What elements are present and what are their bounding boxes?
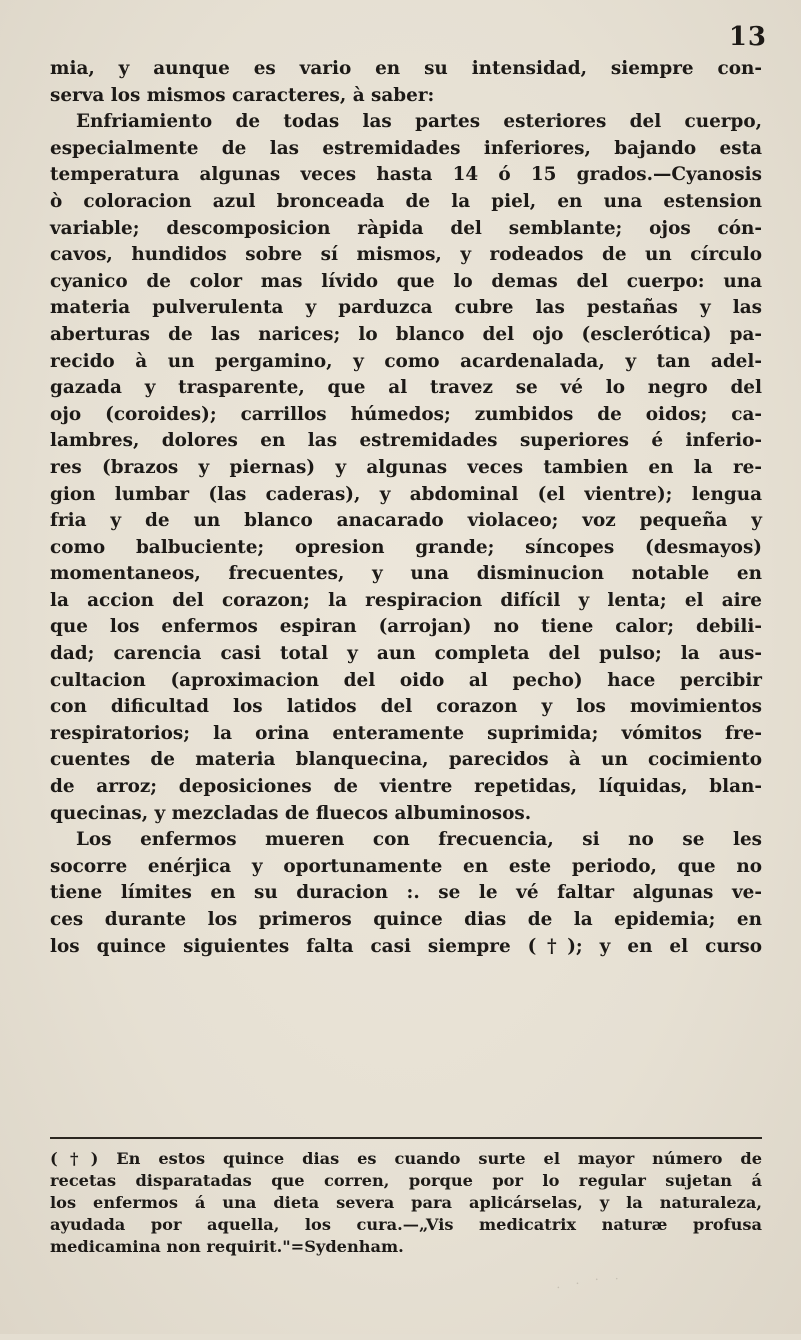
footnote-line: (†) En estos quince dias es cuando surte el mayor número de (50, 1149, 762, 1168)
text-line: materia pulverulenta y parduzca cubre las pestañas y las (50, 297, 762, 319)
text-line: gazada y trasparente, que al travez se vé lo negro del (50, 377, 762, 399)
text-line: gion lumbar (las caderas), y abdominal (el vientre); lengua (50, 483, 762, 505)
text-line: especialmente de las estremidades inferiores, bajando esta (50, 137, 762, 159)
text-line: que los enfermos espiran (arrojan) no tiene calor; debili- (50, 616, 762, 638)
text-line: los quince siguientes falta casi siempre (†); y en el curso (50, 935, 762, 957)
text-line: variable; descomposicion ràpida del semblante; ojos cón- (50, 217, 762, 239)
text-line: cultacion (aproximacion del oido al pecho) hace percibir (50, 669, 762, 691)
text-line: la accion del corazon; la respiracion difícil y lenta; el aire (50, 589, 762, 611)
show-through-smudge: · · · . (555, 1266, 626, 1295)
text-line: socorre enérjica y oportunamente en este periodo, que no (50, 855, 762, 877)
footnote-divider (50, 1137, 762, 1139)
footnote-line: ayudada por aquella, los cura.—„Vis medicatrix naturæ profusa (50, 1215, 762, 1234)
text-line: momentaneos, frecuentes, y una disminucion notable en (50, 563, 762, 585)
text-line: ò coloracion azul bronceada de la piel, en una estension (50, 190, 762, 212)
text-line: ojo (coroides); carrillos húmedos; zumbidos de oidos; ca- (50, 403, 762, 425)
text-line: ces durante los primeros quince dias de la epidemia; en (50, 909, 762, 930)
text-line: mia, y aunque es vario en su intensidad, siempre con- (50, 58, 762, 79)
text-line: con dificultad los latidos del corazon y los movimientos (50, 696, 762, 718)
footnote-line: recetas disparatadas que corren, porque por lo regular sujetan á (50, 1171, 762, 1190)
footnote-line: los enfermos á una dieta severa para aplicárselas, y la naturaleza, (50, 1193, 762, 1212)
text-line: res (brazos y piernas) y algunas veces tambien en la re- (50, 456, 762, 478)
text-line: como balbuciente; opresion grande; síncopes (desmayos) (50, 536, 762, 558)
text-line: temperatura algunas veces hasta 14 ó 15 grados.—Cyanosis (50, 164, 762, 186)
text-line: tiene límites en su duracion :. se le vé faltar algunas ve- (50, 882, 762, 904)
text-line: cuentes de materia blanquecina, parecidos à un cocimiento (50, 749, 762, 771)
text-line: dad; carencia casi total y aun completa del pulso; la aus- (50, 643, 762, 665)
text-line: aberturas de las narices; lo blanco del ojo (esclerótica) pa- (50, 323, 762, 345)
text-line: quecinas, y mezcladas de fluecos albuminosos. (50, 802, 532, 824)
text-line: cyanico de color mas lívido que lo demas del cuerpo: una (50, 270, 762, 292)
text-line: fria y de un blanco anacarado violaceo; voz pequeña y (50, 510, 762, 532)
text-line: recido à un pergamino, y como acardenalada, y tan adel- (50, 350, 762, 372)
text-line: respiratorios; la orina enteramente suprimida; vómitos fre- (50, 722, 762, 744)
text-line: cavos, hundidos sobre sí mismos, y rodeados de un círculo (50, 244, 762, 266)
body-text (50, 56, 762, 960)
page-number: 13 (728, 22, 767, 52)
text-line: Enfriamiento de todas las partes esteriores del cuerpo, (76, 111, 762, 133)
text-line: lambres, dolores en las estremidades superiores é inferio- (50, 430, 762, 452)
text-line: de arroz; deposiciones de vientre repetidas, líquidas, blan- (50, 776, 762, 798)
text-line: Los enfermos mueren con frecuencia, si no se les (76, 829, 762, 851)
footnote-line: medicamina non requirit."=Sydenham. (50, 1237, 404, 1256)
text-line: serva los mismos caracteres, à saber: (50, 84, 435, 106)
footnote (50, 1148, 762, 1258)
